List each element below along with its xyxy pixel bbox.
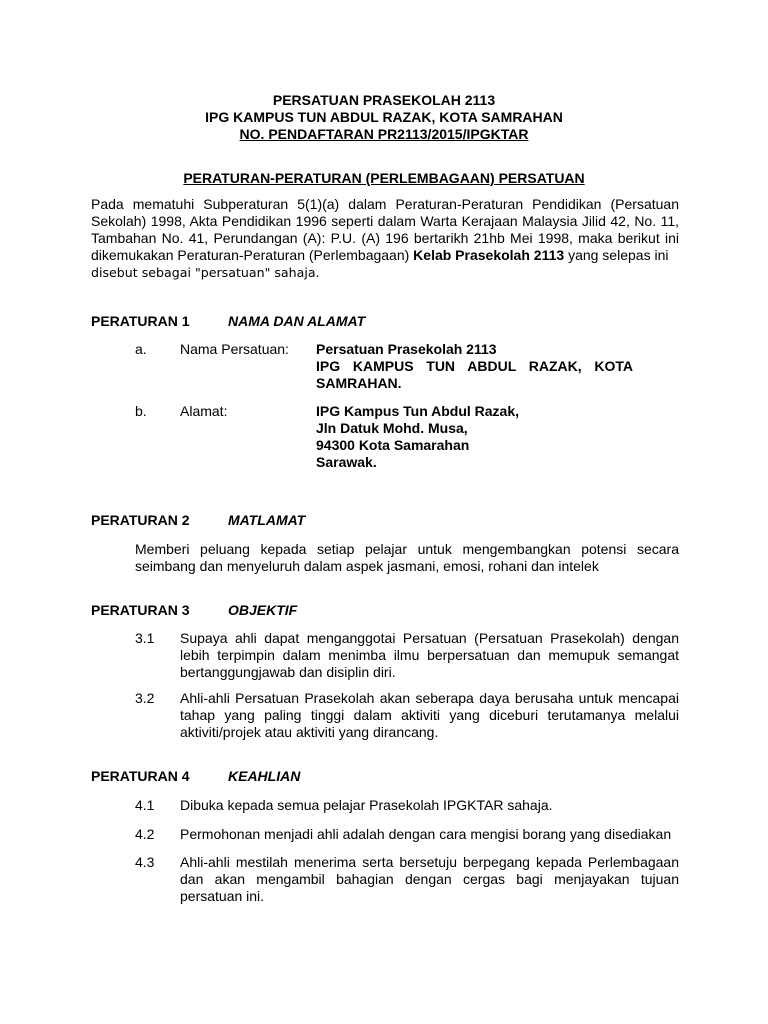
preamble-paragraph xyxy=(91,196,679,281)
item-number: 4.2 xyxy=(135,826,155,842)
preamble-last-line: disebut sebagai "persatuan" sahaja. xyxy=(91,265,320,280)
section-title: OBJEKTIF xyxy=(228,602,298,618)
row-key: b. xyxy=(135,403,147,419)
section-number: PERATURAN 1 xyxy=(91,313,190,329)
registration-number-text: NO. PENDAFTARAN PR2113/2015/IPGKTAR xyxy=(239,126,529,142)
row-label: Alamat: xyxy=(180,403,228,419)
value-line: 94300 Kota Samarahan xyxy=(316,437,470,453)
row-value xyxy=(316,341,633,392)
value-line: IPG KAMPUS TUN ABDUL RAZAK, KOTA xyxy=(316,358,633,374)
value-line: IPG Kampus Tun Abdul Razak, xyxy=(316,403,520,419)
header-institution: IPG KAMPUS TUN ABDUL RAZAK, KOTA SAMRAHAN xyxy=(205,109,563,125)
section-title: KEAHLIAN xyxy=(228,768,301,784)
item-text: Ahli-ahli mestilah menerima serta bersetuju berpegang kepada Perlembagaan dan akan mengambil bahagian dengan cergas bagi menjayakan tujuan persatuan ini. xyxy=(180,854,679,904)
item-text: Ahli-ahli Persatuan Prasekolah akan seberapa daya berusaha untuk mencapai tahap yang paling tinggi dalam aktiviti yang diceburi terutamanya melalui aktiviti/projek atau aktiviti yang dirancang. xyxy=(180,690,679,740)
item-number: 3.2 xyxy=(135,690,155,706)
value-line: SAMRAHAN. xyxy=(316,375,402,391)
item-text: Supaya ahli dapat menganggotai Persatuan (Persatuan Prasekolah) dengan lebih terpimpin dalam menimba ilmu berpersatuan dan memupuk semangat bertanggungjawab dan disiplin diri. xyxy=(180,630,679,680)
item-number: 4.3 xyxy=(135,854,155,870)
section-title: MATLAMAT xyxy=(228,512,306,528)
value-line: Persatuan Prasekolah 2113 xyxy=(316,341,497,357)
document-title xyxy=(0,170,768,187)
item-number: 3.1 xyxy=(135,630,155,646)
header-registration-number xyxy=(0,126,768,143)
item-number: 4.1 xyxy=(135,797,155,813)
section-number: PERATURAN 4 xyxy=(91,768,190,784)
preamble-text-after: yang selepas ini xyxy=(568,247,669,263)
value-line: Jln Datuk Mohd. Musa, xyxy=(316,420,468,436)
preamble-text: Pada mematuhi Subperaturan 5(1)(a) dalam Peraturan-Peraturan Pendidikan (Persatuan Sekolah) 1998, Akta Pendidikan 1996 seperti dalam Warta Kerajaan Malaysia Jilid 42, No. 11, Tambahan No. 41, Perundangan (A): P.U. (A) 196 bertarikh 21hb Mei 1998, maka berikut ini dikemukakan Peraturan-Peraturan (Perlembagaan) xyxy=(91,196,679,263)
section-number: PERATURAN 3 xyxy=(91,602,190,618)
item-text: Dibuka kepada semua pelajar Prasekolah IPGKTAR sahaja. xyxy=(180,797,553,813)
section-number: PERATURAN 2 xyxy=(91,512,190,528)
header-association-name: PERSATUAN PRASEKOLAH 2113 xyxy=(272,92,496,108)
section-title: NAMA DAN ALAMAT xyxy=(228,313,366,329)
row-value xyxy=(316,403,633,471)
value-line: Sarawak. xyxy=(316,454,377,470)
document-title-text: PERATURAN-PERATURAN (PERLEMBAGAAN) PERSATUAN xyxy=(183,170,585,186)
item-text: Permohonan menjadi ahli adalah dengan cara mengisi borang yang disediakan xyxy=(180,826,672,842)
section-paragraph: Memberi peluang kepada setiap pelajar untuk mengembangkan potensi secara seimbang dan menyeluruh dalam aspek jasmani, emosi, rohani dan intelek xyxy=(135,541,679,574)
row-key: a. xyxy=(135,341,147,357)
row-label: Nama Persatuan: xyxy=(180,341,289,357)
preamble-club-name: Kelab Prasekolah 2113 xyxy=(413,247,565,263)
